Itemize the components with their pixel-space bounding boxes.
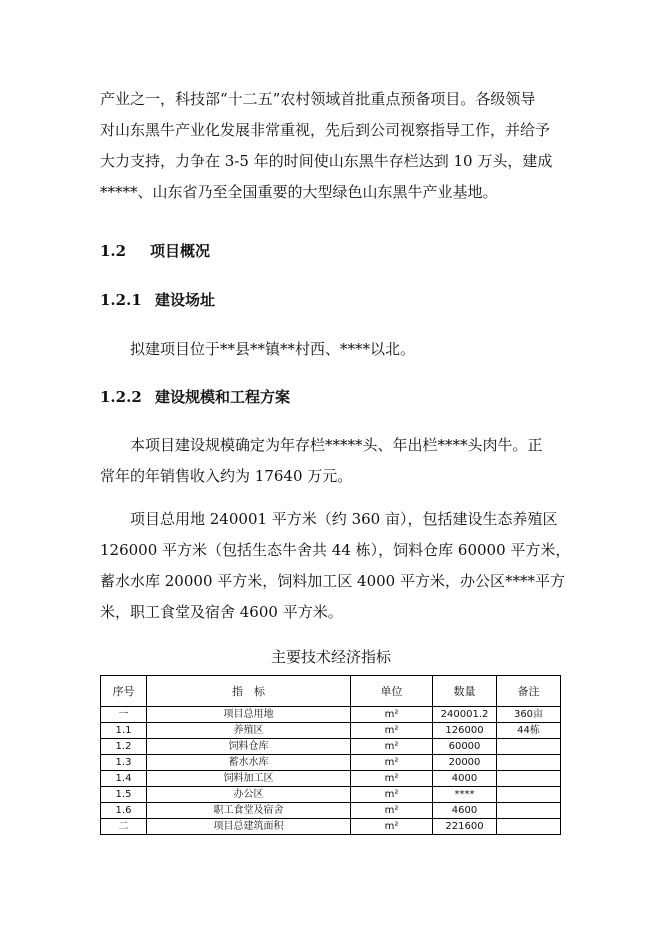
table-row (101, 819, 561, 835)
cell-quantity: 126000 (433, 723, 497, 739)
cell-indicator: 饲料仓库 (147, 739, 351, 755)
cell-quantity: 4000 (433, 771, 497, 787)
section-heading-1-2 (100, 240, 210, 262)
intro-line-3: 大力支持，力争在 3-5 年的时间使山东黑牛存栏达到 10 万头，建成 (100, 152, 553, 170)
cell-unit: m² (351, 739, 433, 755)
table-row (101, 787, 561, 803)
intro-line-2: 对山东黑牛产业化发展非常重视，先后到公司视察指导工作，并给予 (100, 121, 551, 139)
section-heading-1-2-1 (100, 289, 215, 311)
cell-index: 1.5 (101, 787, 147, 803)
table-row (101, 803, 561, 819)
site-paragraph: 拟建项目位于**县**镇**村西、****以北。 (130, 340, 416, 358)
table-row (101, 771, 561, 787)
cell-index: 1.4 (101, 771, 147, 787)
cell-index: 一 (101, 707, 147, 723)
cell-quantity: 4600 (433, 803, 497, 819)
cell-indicator: 饲料加工区 (147, 771, 351, 787)
cell-unit: m² (351, 723, 433, 739)
section-number: 1.2 (100, 242, 127, 260)
scale-line-2: 常年的年销售收入约为 17640 万元。 (100, 467, 353, 485)
section-number: 1.2.1 (100, 291, 142, 309)
intro-line-4: *****、山东省乃至全国重要的大型绿色山东黑牛产业基地。 (100, 183, 498, 201)
section-heading-1-2-2 (100, 386, 290, 408)
cell-remark (497, 771, 561, 787)
indicator-table (100, 675, 561, 835)
table-row (101, 755, 561, 771)
cell-unit: m² (351, 707, 433, 723)
land-line-1: 项目总用地 240001 平方米（约 360 亩），包括建设生态养殖区 (130, 510, 558, 528)
cell-quantity: 221600 (433, 819, 497, 835)
cell-index: 二 (101, 819, 147, 835)
cell-remark (497, 787, 561, 803)
cell-index: 1.2 (101, 739, 147, 755)
scale-line-1: 本项目建设规模确定为年存栏*****头、年出栏****头肉牛。正 (130, 436, 543, 454)
table-row (101, 707, 561, 723)
cell-unit: m² (351, 771, 433, 787)
table-header-row (101, 676, 561, 707)
cell-unit: m² (351, 819, 433, 835)
cell-quantity: 60000 (433, 739, 497, 755)
cell-indicator: 办公区 (147, 787, 351, 803)
header-quantity: 数量 (433, 676, 497, 707)
cell-remark (497, 803, 561, 819)
cell-remark: 360亩 (497, 707, 561, 723)
cell-unit: m² (351, 755, 433, 771)
section-number: 1.2.2 (100, 388, 142, 406)
cell-indicator: 项目总用地 (147, 707, 351, 723)
table-row (101, 739, 561, 755)
cell-indicator: 蓄水水库 (147, 755, 351, 771)
header-unit: 单位 (351, 676, 433, 707)
table-caption: 主要技术经济指标 (270, 648, 391, 666)
cell-quantity: **** (433, 787, 497, 803)
cell-index: 1.3 (101, 755, 147, 771)
section-title: 建设场址 (155, 291, 216, 309)
header-index: 序号 (101, 676, 147, 707)
table-row (101, 723, 561, 739)
section-title: 项目概况 (150, 242, 211, 260)
cell-remark (497, 739, 561, 755)
header-indicator: 指 标 (147, 676, 351, 707)
cell-remark (497, 819, 561, 835)
cell-indicator: 项目总建筑面积 (147, 819, 351, 835)
cell-index: 1.6 (101, 803, 147, 819)
land-line-2: 126000 平方米（包括生态牛舍共 44 栋），饲料仓库 60000 平方米， (100, 541, 571, 559)
cell-quantity: 20000 (433, 755, 497, 771)
cell-remark (497, 755, 561, 771)
cell-indicator: 职工食堂及宿舍 (147, 803, 351, 819)
intro-line-1: 产业之一，科技部“十二五”农村领域首批重点预备项目。各级领导 (100, 90, 536, 108)
cell-indicator: 养殖区 (147, 723, 351, 739)
land-line-4: 米，职工食堂及宿舍 4600 平方米。 (100, 603, 343, 621)
section-title: 建设规模和工程方案 (155, 388, 291, 406)
cell-unit: m² (351, 803, 433, 819)
cell-unit: m² (351, 787, 433, 803)
header-remark: 备注 (497, 676, 561, 707)
cell-remark: 44栋 (497, 723, 561, 739)
cell-index: 1.1 (101, 723, 147, 739)
land-line-3: 蓄水水库 20000 平方米，饲料加工区 4000 平方米，办公区****平方 (100, 572, 565, 590)
cell-quantity: 240001.2 (433, 707, 497, 723)
